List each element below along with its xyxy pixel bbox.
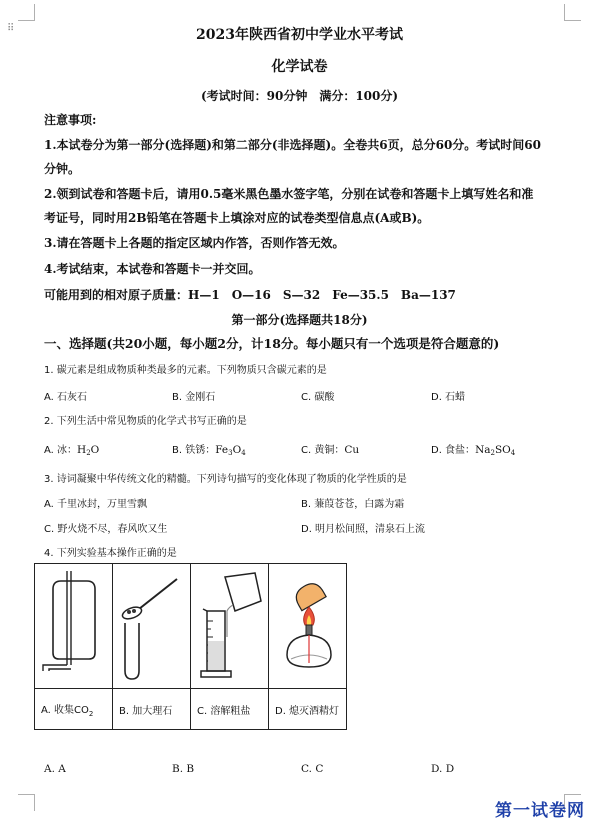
figure-cell-d bbox=[269, 564, 347, 689]
q2-option-b[interactable] bbox=[172, 441, 246, 457]
q2-option-d[interactable] bbox=[431, 441, 515, 457]
note-2-line-1: 2.领到试卷和答题卡后，请用0.5毫米黑色墨水签字笔，分别在试卷和答题卡上填写姓名和准 bbox=[44, 187, 534, 201]
q1-option-d[interactable]: D. 石蜡 bbox=[431, 392, 466, 403]
q2-option-b-label: B. 铁锈： bbox=[172, 445, 216, 456]
formula-subscript: 2 bbox=[490, 449, 495, 457]
caption-a-subscript: 2 bbox=[88, 709, 94, 718]
part1-title: 第一部分(选择题共18分) bbox=[231, 313, 368, 327]
q4-option-c[interactable]: C. C bbox=[301, 763, 324, 775]
q1-option-b[interactable]: B. 金刚石 bbox=[172, 392, 216, 403]
q2-option-d-formula bbox=[475, 444, 515, 456]
figure-cell-c bbox=[191, 564, 269, 689]
question-1-stem: 1. 碳元素是组成物质种类最多的元素。下列物质只含碳元素的是 bbox=[44, 365, 327, 376]
q2-option-a[interactable] bbox=[44, 441, 99, 457]
caption-b: B. 加大理石 bbox=[113, 689, 191, 730]
formula-part: Na bbox=[475, 444, 491, 456]
notes-heading: 注意事项: bbox=[44, 113, 97, 127]
q2-option-c[interactable] bbox=[301, 441, 359, 456]
q4-option-d[interactable]: D. D bbox=[431, 763, 455, 775]
formula-part: Fe bbox=[215, 444, 229, 456]
q4-option-a[interactable]: A. A bbox=[44, 763, 66, 775]
formula-subscript: 4 bbox=[241, 449, 246, 457]
note-1-line-2: 分钟。 bbox=[44, 162, 81, 176]
figure-cell-a bbox=[35, 564, 113, 689]
q2-option-c-label: C. 黄铜： bbox=[301, 445, 345, 456]
formula-subscript: 4 bbox=[510, 449, 516, 457]
note-3: 3.请在答题卡上各题的指定区域内作答，否则作答无效。 bbox=[44, 236, 345, 250]
spoon-test-tube-icon bbox=[117, 571, 187, 681]
atomic-masses: 可能用到的相对原子质量：H—1 O—16 S—32 Fe—35.5 Ba—137 bbox=[44, 288, 456, 302]
q1-option-a[interactable]: A. 石灰石 bbox=[44, 392, 88, 403]
drag-handle-icon[interactable]: ⠿ bbox=[7, 23, 16, 34]
experiment-figure-table bbox=[34, 563, 347, 730]
exam-subtitle: 化学试卷 bbox=[271, 59, 328, 75]
q2-option-d-label: D. 食盐： bbox=[431, 445, 476, 456]
formula-part: SO bbox=[494, 444, 511, 456]
caption-c: C. 溶解粗盐 bbox=[191, 689, 269, 730]
figure-cell-b bbox=[113, 564, 191, 689]
exam-title: 2023年陕西省初中学业水平考试 bbox=[196, 27, 403, 43]
question-4-stem: 4. 下列实验基本操作正确的是 bbox=[44, 548, 177, 559]
caption-a bbox=[35, 689, 113, 730]
crop-mark-top-right bbox=[564, 4, 581, 21]
question-2-stem: 2. 下列生活中常见物质的化学式书写正确的是 bbox=[44, 416, 247, 427]
exam-info: (考试时间：90分钟 满分：100分) bbox=[200, 89, 399, 103]
q3-option-b[interactable]: B. 蒹葭苍苍，白露为霜 bbox=[301, 499, 405, 510]
formula-part: O bbox=[90, 444, 100, 456]
formula-part: O bbox=[232, 444, 242, 456]
q2-option-a-label: A. 冰： bbox=[44, 445, 78, 456]
formula-subscript: 2 bbox=[86, 449, 91, 457]
q3-option-c[interactable]: C. 野火烧不尽，春风吹又生 bbox=[44, 524, 168, 535]
caption-a-text: A. 收集CO bbox=[41, 704, 89, 716]
section-heading: 一、选择题(共20小题，每小题2分，计18分。每小题只有一个选项是符合题意的) bbox=[44, 336, 500, 351]
q4-option-b[interactable]: B. B bbox=[172, 763, 195, 775]
alcohol-lamp-cap-icon bbox=[273, 571, 343, 681]
note-4: 4.考试结束，本试卷和答题卡一并交回。 bbox=[44, 262, 261, 276]
formula-subscript: 3 bbox=[228, 449, 233, 457]
caption-d: D. 熄灭酒精灯 bbox=[269, 689, 347, 730]
q3-option-a[interactable]: A. 千里冰封，万里雪飘 bbox=[44, 499, 148, 510]
crop-mark-top-left bbox=[18, 4, 35, 21]
note-1-line-1: 1.本试卷分为第一部分(选择题)和第二部分(非选择题)。全卷共6页，总分60分。考试时间60 bbox=[44, 138, 541, 152]
formula-part: H bbox=[77, 444, 87, 456]
question-3-stem: 3. 诗词凝聚中华传统文化的精髓。下列诗句描写的变化体现了物质的化学性质的是 bbox=[44, 474, 407, 485]
gas-collection-bottle-icon bbox=[39, 571, 109, 681]
crop-mark-bottom-left bbox=[18, 794, 35, 811]
graduated-cylinder-beaker-icon bbox=[195, 571, 265, 681]
watermark: 第一试卷网 bbox=[495, 801, 585, 821]
q2-option-a-formula bbox=[77, 444, 99, 456]
q3-option-d[interactable]: D. 明月松间照，清泉石上流 bbox=[301, 524, 426, 535]
q2-option-c-formula: Cu bbox=[344, 444, 360, 456]
q2-option-b-formula bbox=[215, 444, 245, 456]
q1-option-c[interactable]: C. 碳酸 bbox=[301, 392, 335, 403]
note-2-line-2: 考证号，同时用2B铅笔在答题卡上填涂对应的试卷类型信息点(A或B)。 bbox=[44, 211, 430, 225]
